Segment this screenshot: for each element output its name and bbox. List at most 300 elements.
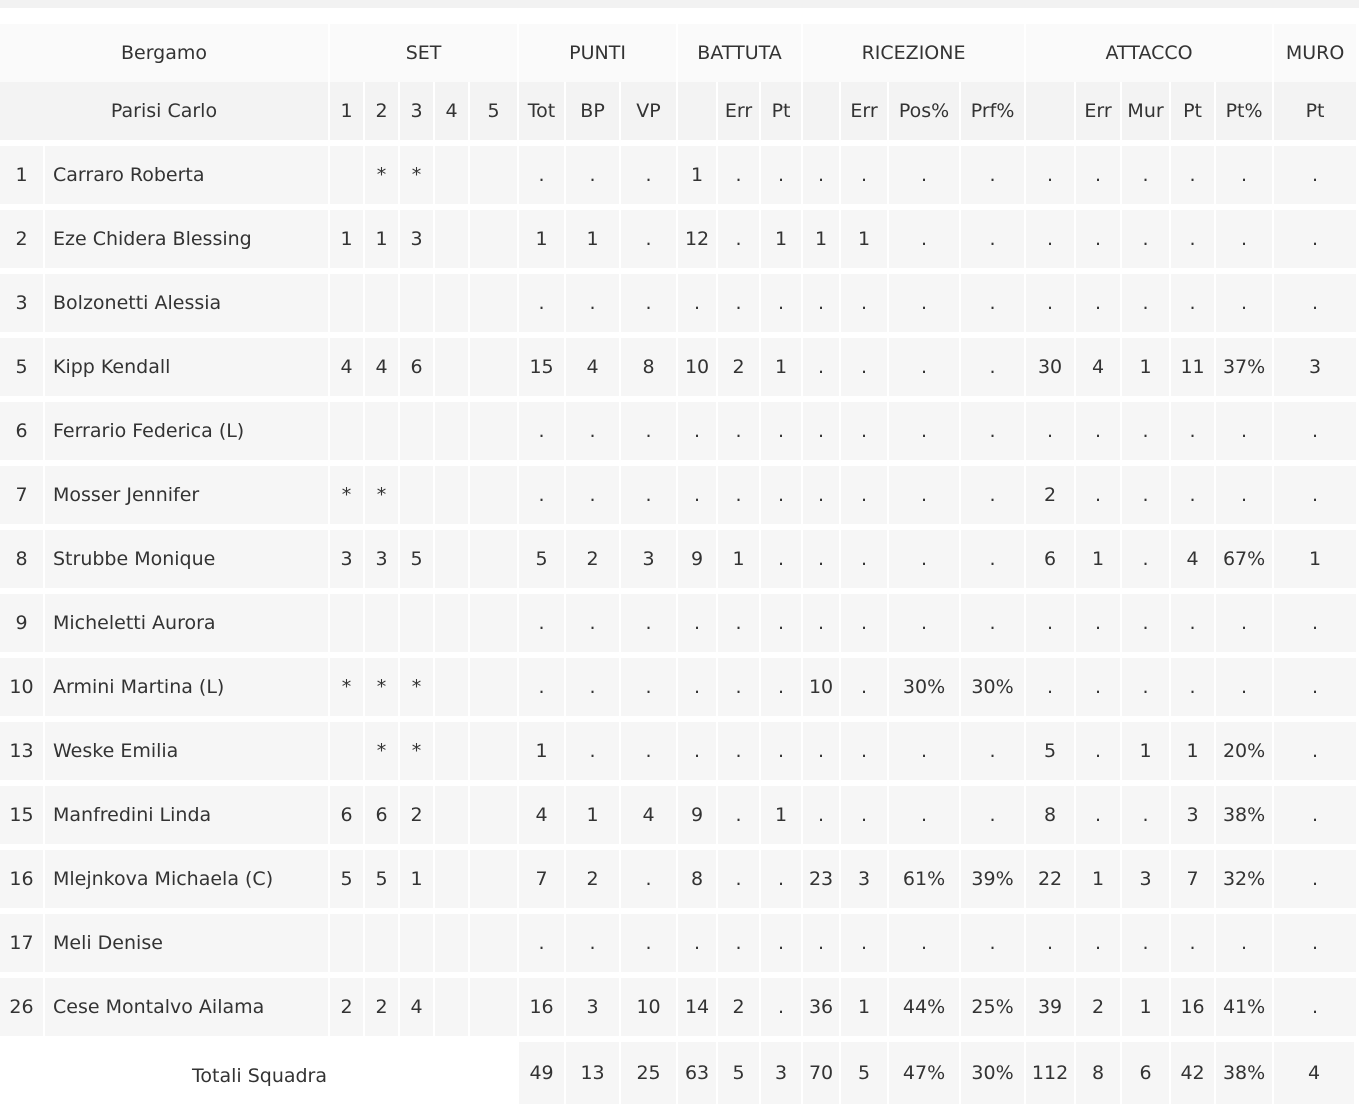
stat-cell: . bbox=[889, 588, 961, 652]
stat-cell: 10 bbox=[621, 972, 678, 1036]
subheader-cell: 2 bbox=[365, 82, 400, 140]
stat-cell: 16 bbox=[519, 972, 566, 1036]
stat-cell: . bbox=[1171, 268, 1216, 332]
table-row bbox=[0, 332, 1356, 396]
player-name: Cese Montalvo Ailama bbox=[45, 972, 330, 1036]
stat-cell: 5 bbox=[400, 524, 435, 588]
stat-cell: . bbox=[803, 780, 841, 844]
stat-cell: 2 bbox=[330, 972, 365, 1036]
stat-cell: . bbox=[761, 524, 803, 588]
stat-cell: . bbox=[841, 524, 889, 588]
stat-cell: . bbox=[678, 396, 718, 460]
stat-cell bbox=[470, 908, 519, 972]
stat-cell bbox=[470, 204, 519, 268]
subheader-cell: Err bbox=[718, 82, 761, 140]
stat-cell: 22 bbox=[1026, 844, 1076, 908]
stat-cell: . bbox=[841, 652, 889, 716]
table-row bbox=[0, 588, 1356, 652]
stat-cell: * bbox=[400, 140, 435, 204]
stat-cell: . bbox=[718, 716, 761, 780]
stat-cell: 5 bbox=[330, 844, 365, 908]
stat-cell bbox=[400, 268, 435, 332]
stat-cell: . bbox=[566, 396, 621, 460]
stat-cell: . bbox=[1274, 780, 1356, 844]
total-cell: 49 bbox=[519, 1036, 566, 1104]
group-muro: MURO bbox=[1274, 24, 1356, 82]
stat-cell: 2 bbox=[1026, 460, 1076, 524]
subheader-cell: Pt bbox=[1274, 82, 1356, 140]
stat-cell: 1 bbox=[1122, 716, 1171, 780]
table-row bbox=[0, 780, 1356, 844]
subheader-cell: Pt bbox=[761, 82, 803, 140]
subheader-cell: Err bbox=[841, 82, 889, 140]
stat-cell: 1 bbox=[1122, 972, 1171, 1036]
stat-cell: . bbox=[1122, 588, 1171, 652]
stat-cell: 12 bbox=[678, 204, 718, 268]
stat-cell: 3 bbox=[1171, 780, 1216, 844]
total-cell: 30% bbox=[961, 1036, 1026, 1104]
stat-cell: 2 bbox=[566, 524, 621, 588]
stat-cell bbox=[435, 908, 470, 972]
stat-cell: . bbox=[718, 460, 761, 524]
stat-cell: 25% bbox=[961, 972, 1026, 1036]
player-name: Strubbe Monique bbox=[45, 524, 330, 588]
player-number: 16 bbox=[0, 844, 45, 908]
stat-cell: . bbox=[761, 396, 803, 460]
table-row bbox=[0, 844, 1356, 908]
total-cell: 5 bbox=[718, 1036, 761, 1104]
stat-cell: 39 bbox=[1026, 972, 1076, 1036]
stat-cell: 10 bbox=[678, 332, 718, 396]
stat-cell: . bbox=[1171, 204, 1216, 268]
stat-cell: . bbox=[841, 716, 889, 780]
stat-cell: . bbox=[678, 460, 718, 524]
stat-cell: * bbox=[365, 140, 400, 204]
subheader-cell: 3 bbox=[400, 82, 435, 140]
stat-cell: 36 bbox=[803, 972, 841, 1036]
player-number: 9 bbox=[0, 588, 45, 652]
group-set: SET bbox=[330, 24, 519, 82]
stat-cell bbox=[435, 972, 470, 1036]
stat-cell: . bbox=[1076, 268, 1122, 332]
stat-cell: . bbox=[889, 332, 961, 396]
stat-cell: . bbox=[718, 204, 761, 268]
stat-cell: 44% bbox=[889, 972, 961, 1036]
stat-cell: * bbox=[400, 652, 435, 716]
subheader-cell: Pos% bbox=[889, 82, 961, 140]
stat-cell: . bbox=[1122, 396, 1171, 460]
stat-cell: . bbox=[1171, 588, 1216, 652]
stat-cell: 2 bbox=[718, 972, 761, 1036]
player-name: Weske Emilia bbox=[45, 716, 330, 780]
total-cell: 4 bbox=[1274, 1036, 1356, 1104]
stat-cell bbox=[435, 204, 470, 268]
sub-header-row bbox=[0, 82, 1356, 140]
total-cell: 42 bbox=[1171, 1036, 1216, 1104]
stat-cell: . bbox=[841, 780, 889, 844]
stat-cell: . bbox=[1274, 268, 1356, 332]
stat-cell: . bbox=[718, 140, 761, 204]
stat-cell bbox=[400, 460, 435, 524]
stat-cell: 2 bbox=[718, 332, 761, 396]
stat-cell: . bbox=[678, 268, 718, 332]
coach-name: Parisi Carlo bbox=[0, 82, 330, 140]
stat-cell: . bbox=[519, 460, 566, 524]
stat-cell: 15 bbox=[519, 332, 566, 396]
stat-cell: . bbox=[519, 268, 566, 332]
table-row bbox=[0, 908, 1356, 972]
stat-cell: . bbox=[1171, 652, 1216, 716]
player-number: 13 bbox=[0, 716, 45, 780]
stat-cell: . bbox=[889, 908, 961, 972]
total-cell: 3 bbox=[761, 1036, 803, 1104]
player-name: Manfredini Linda bbox=[45, 780, 330, 844]
stat-cell: . bbox=[1216, 908, 1274, 972]
player-number: 26 bbox=[0, 972, 45, 1036]
stat-cell: 30% bbox=[961, 652, 1026, 716]
stat-cell bbox=[330, 140, 365, 204]
stat-cell: 9 bbox=[678, 524, 718, 588]
player-rows bbox=[0, 140, 1356, 1036]
stat-cell: . bbox=[678, 908, 718, 972]
stat-cell: . bbox=[678, 716, 718, 780]
stat-cell bbox=[365, 588, 400, 652]
stat-cell: 6 bbox=[330, 780, 365, 844]
subheader-cell: Prf% bbox=[961, 82, 1026, 140]
stat-cell: 3 bbox=[400, 204, 435, 268]
table-row bbox=[0, 460, 1356, 524]
subheader-cell: 1 bbox=[330, 82, 365, 140]
stat-cell: * bbox=[400, 716, 435, 780]
stat-cell: * bbox=[365, 652, 400, 716]
stat-cell: . bbox=[1076, 908, 1122, 972]
team-stats-table bbox=[0, 24, 1356, 1104]
stat-cell: . bbox=[1122, 652, 1171, 716]
stat-cell: . bbox=[1122, 524, 1171, 588]
stat-cell: 1 bbox=[718, 524, 761, 588]
stat-cell: . bbox=[718, 780, 761, 844]
stat-cell: 67% bbox=[1216, 524, 1274, 588]
player-name: Eze Chidera Blessing bbox=[45, 204, 330, 268]
stat-cell: 4 bbox=[566, 332, 621, 396]
stat-cell: . bbox=[621, 908, 678, 972]
stat-cell: . bbox=[1076, 140, 1122, 204]
stat-cell: . bbox=[566, 716, 621, 780]
subheader-cell: BP bbox=[566, 82, 621, 140]
stat-cell: . bbox=[621, 396, 678, 460]
stat-cell: 2 bbox=[365, 972, 400, 1036]
stat-cell: . bbox=[566, 652, 621, 716]
stat-cell: . bbox=[621, 460, 678, 524]
stat-cell: 1 bbox=[566, 204, 621, 268]
stat-cell bbox=[330, 268, 365, 332]
stat-cell bbox=[365, 396, 400, 460]
player-number: 5 bbox=[0, 332, 45, 396]
stat-cell: . bbox=[1274, 204, 1356, 268]
stat-cell: . bbox=[961, 140, 1026, 204]
group-attacco: ATTACCO bbox=[1026, 24, 1274, 82]
player-name: Bolzonetti Alessia bbox=[45, 268, 330, 332]
stat-cell: . bbox=[803, 908, 841, 972]
player-name: Meli Denise bbox=[45, 908, 330, 972]
stat-cell: . bbox=[566, 908, 621, 972]
stat-cell: . bbox=[961, 908, 1026, 972]
stat-cell: 6 bbox=[365, 780, 400, 844]
stat-cell: . bbox=[621, 268, 678, 332]
stat-cell bbox=[470, 780, 519, 844]
subheader-cell: Err bbox=[1076, 82, 1122, 140]
player-number: 2 bbox=[0, 204, 45, 268]
stat-cell: 4 bbox=[400, 972, 435, 1036]
stat-cell: . bbox=[961, 588, 1026, 652]
stat-cell bbox=[435, 588, 470, 652]
stat-cell: . bbox=[1274, 908, 1356, 972]
stat-cell bbox=[470, 716, 519, 780]
stat-cell bbox=[435, 332, 470, 396]
stat-cell: . bbox=[803, 588, 841, 652]
stat-cell: 3 bbox=[841, 844, 889, 908]
stat-cell: . bbox=[621, 140, 678, 204]
stat-cell: 8 bbox=[621, 332, 678, 396]
stat-cell: . bbox=[761, 268, 803, 332]
stat-cell: . bbox=[1216, 652, 1274, 716]
stat-cell: . bbox=[1076, 780, 1122, 844]
stat-cell bbox=[470, 844, 519, 908]
stat-cell: 38% bbox=[1216, 780, 1274, 844]
stat-cell: . bbox=[678, 588, 718, 652]
stat-cell: . bbox=[889, 268, 961, 332]
stat-cell: 4 bbox=[330, 332, 365, 396]
subheader-cell bbox=[1026, 82, 1076, 140]
stat-cell: 3 bbox=[566, 972, 621, 1036]
player-number: 6 bbox=[0, 396, 45, 460]
stat-cell bbox=[470, 524, 519, 588]
stat-cell: 1 bbox=[1076, 524, 1122, 588]
stat-cell: 2 bbox=[400, 780, 435, 844]
group-battuta: BATTUTA bbox=[678, 24, 803, 82]
stat-cell: . bbox=[1122, 140, 1171, 204]
stat-cell: . bbox=[1274, 972, 1356, 1036]
stat-cell: . bbox=[1274, 652, 1356, 716]
table-row bbox=[0, 140, 1356, 204]
stat-cell bbox=[400, 588, 435, 652]
stat-cell: 8 bbox=[678, 844, 718, 908]
stat-cell: . bbox=[1274, 588, 1356, 652]
player-number: 8 bbox=[0, 524, 45, 588]
subheader-cell: 5 bbox=[470, 82, 519, 140]
stat-cell bbox=[365, 268, 400, 332]
stat-cell bbox=[330, 396, 365, 460]
stat-cell: 1 bbox=[761, 204, 803, 268]
player-number: 10 bbox=[0, 652, 45, 716]
stat-cell bbox=[435, 844, 470, 908]
player-name: Kipp Kendall bbox=[45, 332, 330, 396]
stat-cell bbox=[435, 716, 470, 780]
stat-cell: . bbox=[761, 460, 803, 524]
table-row bbox=[0, 524, 1356, 588]
stat-cell: * bbox=[365, 716, 400, 780]
stat-cell: . bbox=[718, 396, 761, 460]
stat-cell: . bbox=[1274, 844, 1356, 908]
table-row bbox=[0, 268, 1356, 332]
stat-cell: . bbox=[961, 524, 1026, 588]
stat-cell: 1 bbox=[841, 204, 889, 268]
stat-cell: . bbox=[841, 908, 889, 972]
stat-cell: 1 bbox=[678, 140, 718, 204]
subheader-cell: VP bbox=[621, 82, 678, 140]
stat-cell: 4 bbox=[621, 780, 678, 844]
stat-cell: * bbox=[330, 652, 365, 716]
stat-cell bbox=[400, 396, 435, 460]
stat-cell: 61% bbox=[889, 844, 961, 908]
stat-cell: . bbox=[566, 460, 621, 524]
stat-cell bbox=[470, 652, 519, 716]
player-name: Carraro Roberta bbox=[45, 140, 330, 204]
stat-cell: . bbox=[1216, 140, 1274, 204]
stat-cell: . bbox=[889, 716, 961, 780]
subheader-cell: Mur bbox=[1122, 82, 1171, 140]
stat-cell: . bbox=[1274, 716, 1356, 780]
stat-cell bbox=[435, 780, 470, 844]
stat-cell: . bbox=[803, 524, 841, 588]
total-cell: 112 bbox=[1026, 1036, 1076, 1104]
totals-label: Totali Squadra bbox=[0, 1036, 519, 1104]
stat-cell: . bbox=[889, 204, 961, 268]
subheader-cell: 4 bbox=[435, 82, 470, 140]
stat-cell: 2 bbox=[1076, 972, 1122, 1036]
stat-cell: . bbox=[889, 524, 961, 588]
stat-cell: 4 bbox=[365, 332, 400, 396]
stat-cell: 5 bbox=[1026, 716, 1076, 780]
stat-cell: 1 bbox=[365, 204, 400, 268]
stat-cell: 14 bbox=[678, 972, 718, 1036]
stat-cell bbox=[435, 268, 470, 332]
table-row bbox=[0, 716, 1356, 780]
stat-cell: . bbox=[803, 716, 841, 780]
stat-cell: . bbox=[1122, 908, 1171, 972]
stat-cell: 23 bbox=[803, 844, 841, 908]
stat-cell: . bbox=[889, 780, 961, 844]
stat-cell: . bbox=[841, 396, 889, 460]
stat-cell: . bbox=[1274, 396, 1356, 460]
stat-cell: . bbox=[1216, 396, 1274, 460]
stat-cell: 32% bbox=[1216, 844, 1274, 908]
stat-cell: 1 bbox=[1171, 716, 1216, 780]
stat-cell: . bbox=[519, 140, 566, 204]
stat-cell: . bbox=[621, 652, 678, 716]
stat-cell bbox=[330, 588, 365, 652]
stat-cell: 2 bbox=[566, 844, 621, 908]
stat-cell: . bbox=[1216, 460, 1274, 524]
stat-cell: . bbox=[841, 332, 889, 396]
stat-cell: . bbox=[889, 140, 961, 204]
stat-cell: . bbox=[1122, 204, 1171, 268]
stat-cell: 6 bbox=[400, 332, 435, 396]
stat-cell: . bbox=[1076, 204, 1122, 268]
group-ricezione: RICEZIONE bbox=[803, 24, 1026, 82]
stat-cell bbox=[470, 268, 519, 332]
stat-cell: . bbox=[566, 588, 621, 652]
stat-cell: 5 bbox=[519, 524, 566, 588]
stat-cell: . bbox=[803, 460, 841, 524]
stat-cell: 20% bbox=[1216, 716, 1274, 780]
top-strip bbox=[0, 0, 1359, 8]
stat-cell bbox=[470, 972, 519, 1036]
stat-cell: . bbox=[1171, 908, 1216, 972]
total-cell: 70 bbox=[803, 1036, 841, 1104]
totals-row bbox=[0, 1036, 1356, 1104]
stat-cell: 39% bbox=[961, 844, 1026, 908]
stat-cell: . bbox=[761, 716, 803, 780]
stat-cell: . bbox=[718, 908, 761, 972]
stat-cell: 1 bbox=[1076, 844, 1122, 908]
stat-cell: 3 bbox=[1122, 844, 1171, 908]
stat-cell: 5 bbox=[365, 844, 400, 908]
stat-cell: . bbox=[1216, 268, 1274, 332]
stat-cell bbox=[330, 716, 365, 780]
stat-cell: . bbox=[841, 140, 889, 204]
stat-cell: . bbox=[1216, 204, 1274, 268]
stat-cell: 4 bbox=[1171, 524, 1216, 588]
stat-cell: . bbox=[1274, 460, 1356, 524]
stat-cell: 3 bbox=[621, 524, 678, 588]
subheader-cell: Tot bbox=[519, 82, 566, 140]
player-name: Mlejnkova Michaela (C) bbox=[45, 844, 330, 908]
stat-cell: . bbox=[1076, 652, 1122, 716]
stat-cell: . bbox=[841, 460, 889, 524]
total-cell: 25 bbox=[621, 1036, 678, 1104]
stat-cell: . bbox=[1171, 396, 1216, 460]
stat-cell: 30% bbox=[889, 652, 961, 716]
stat-cell: 3 bbox=[1274, 332, 1356, 396]
stat-cell: . bbox=[566, 268, 621, 332]
stat-cell: . bbox=[1026, 908, 1076, 972]
player-name: Armini Martina (L) bbox=[45, 652, 330, 716]
stat-cell: . bbox=[961, 716, 1026, 780]
stat-cell: . bbox=[718, 844, 761, 908]
stat-cell: 1 bbox=[566, 780, 621, 844]
stat-cell bbox=[470, 588, 519, 652]
stat-cell: 10 bbox=[803, 652, 841, 716]
stat-cell: 1 bbox=[519, 716, 566, 780]
stat-cell: . bbox=[889, 396, 961, 460]
stat-cell: 9 bbox=[678, 780, 718, 844]
player-name: Micheletti Aurora bbox=[45, 588, 330, 652]
stat-cell: . bbox=[961, 204, 1026, 268]
player-number: 15 bbox=[0, 780, 45, 844]
stat-cell: . bbox=[761, 844, 803, 908]
stat-cell: . bbox=[1171, 140, 1216, 204]
stat-cell: 1 bbox=[330, 204, 365, 268]
subheader-cell bbox=[678, 82, 718, 140]
group-header-row bbox=[0, 24, 1356, 82]
player-number: 1 bbox=[0, 140, 45, 204]
stat-cell: . bbox=[678, 652, 718, 716]
total-cell: 38% bbox=[1216, 1036, 1274, 1104]
stat-cell: . bbox=[803, 396, 841, 460]
stat-cell: . bbox=[761, 652, 803, 716]
stat-cell: 4 bbox=[519, 780, 566, 844]
stat-cell: . bbox=[1076, 716, 1122, 780]
stat-cell: . bbox=[566, 140, 621, 204]
stat-cell bbox=[435, 396, 470, 460]
stat-cell: . bbox=[1076, 588, 1122, 652]
stat-cell: . bbox=[519, 396, 566, 460]
stat-cell: . bbox=[1274, 140, 1356, 204]
stat-cell bbox=[470, 396, 519, 460]
table-row bbox=[0, 972, 1356, 1036]
stat-cell: 11 bbox=[1171, 332, 1216, 396]
